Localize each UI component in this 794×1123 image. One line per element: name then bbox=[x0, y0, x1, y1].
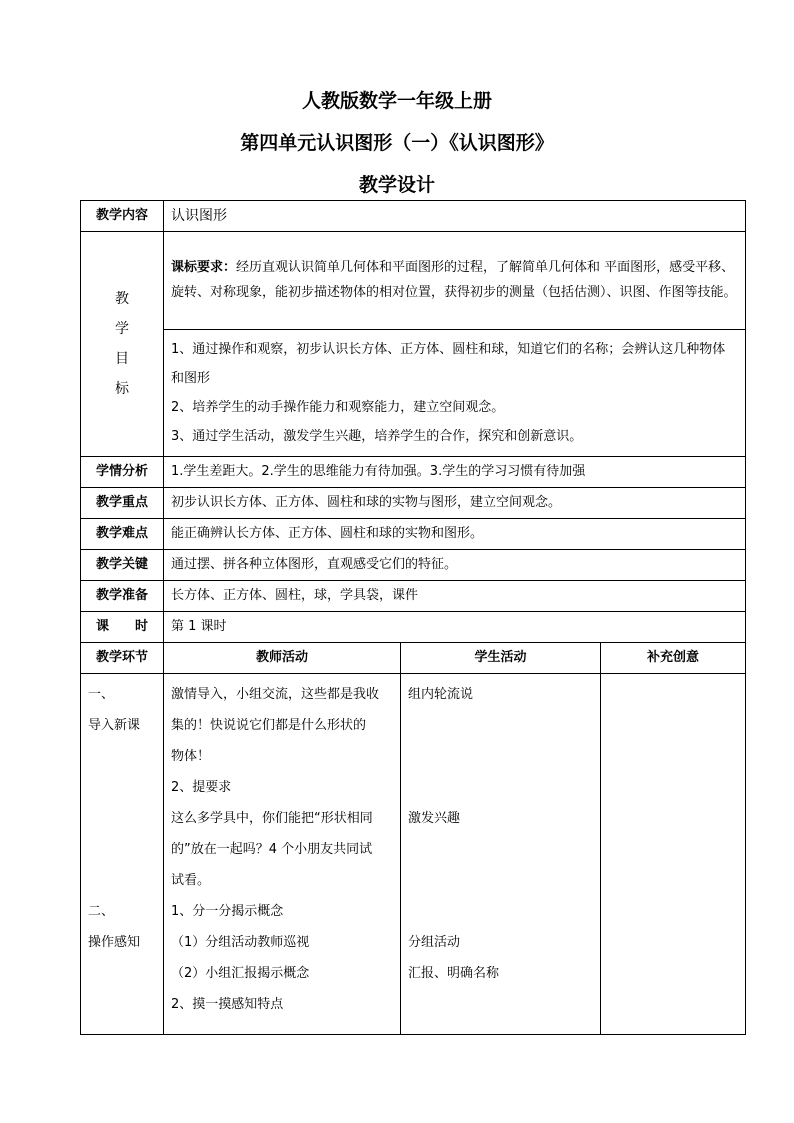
teacher-line: 2、摸一摸感知特点 bbox=[171, 997, 284, 1012]
activity-header-row bbox=[81, 643, 746, 674]
key-row bbox=[81, 550, 746, 581]
document-subtitle: 第四单元认识图形（一）《认识图形》 bbox=[240, 132, 554, 154]
goal-label-char: 教 bbox=[115, 291, 129, 307]
teacher-line: 的”放在一起吗？4 个小朋友共同试 bbox=[171, 842, 373, 857]
teacher-line: 集的！快说说它们都是什么形状的 bbox=[171, 718, 367, 733]
analysis-row bbox=[81, 457, 746, 488]
student-line: 激发兴趣 bbox=[408, 811, 461, 826]
key-point-row bbox=[81, 488, 746, 519]
standard-label: 课标要求： bbox=[171, 260, 237, 275]
goal-item: 3、通过学生活动，激发学生兴趣，培养学生的合作，探究和创新意识。 bbox=[171, 429, 583, 444]
row-value: 初步认识长方体、正方体、圆柱和球的实物与图形，建立空间观念。 bbox=[164, 488, 746, 519]
row-value: 长方体、正方体、圆柱，球，学具袋，课件 bbox=[164, 581, 746, 612]
content-label: 教学内容 bbox=[81, 201, 164, 232]
teacher-line: 激情导入，小组交流，这些都是我收 bbox=[171, 687, 380, 702]
row-value: 通过摆、拼各种立体图形，直观感受它们的特征。 bbox=[164, 550, 746, 581]
goal-label-char: 学 bbox=[115, 321, 129, 337]
row-label: 课 时 bbox=[81, 612, 164, 643]
row-label: 教学关键 bbox=[81, 550, 164, 581]
standard-text: 经历直观认识简单几何体和平面图形的过程，了解简单几何体和 平面图形，感受平移、旋转、对称现象，能初步描述物体的相对位置，获得初步的测量（包括估测）、识图、作图等技能。 bbox=[171, 260, 737, 300]
student-line: 分组活动 bbox=[408, 935, 461, 950]
goal-label-char: 目 bbox=[115, 351, 129, 367]
row-label: 教学准备 bbox=[81, 581, 164, 612]
student-line: 组内轮流说 bbox=[408, 687, 474, 702]
student-activity-cell bbox=[401, 674, 601, 1035]
header-extra: 补充创意 bbox=[601, 643, 746, 674]
row-value: 第 1 课时 bbox=[164, 612, 746, 643]
student-line: 汇报、明确名称 bbox=[408, 966, 500, 981]
goal-label-char: 标 bbox=[115, 381, 129, 397]
activity-row bbox=[81, 674, 746, 1035]
goal-item: 2、培养学生的动手操作能力和观察能力，建立空间观念。 bbox=[171, 400, 505, 415]
document-heading: 教学设计 bbox=[358, 174, 435, 196]
stage-cell bbox=[81, 674, 164, 1035]
stage-number: 二、 bbox=[88, 904, 115, 919]
teacher-line: （2）小组汇报揭示概念 bbox=[171, 966, 310, 981]
period-row bbox=[81, 612, 746, 643]
teacher-line: （1）分组活动教师巡视 bbox=[171, 935, 310, 950]
teacher-line: 试看。 bbox=[171, 873, 211, 888]
goal-label bbox=[81, 232, 164, 457]
stage-title: 操作感知 bbox=[88, 935, 141, 950]
teacher-line: 2、提要求 bbox=[171, 780, 232, 795]
goals-row bbox=[81, 330, 746, 457]
teacher-activity-cell bbox=[164, 674, 401, 1035]
difficulty-row bbox=[81, 519, 746, 550]
lesson-plan-table bbox=[80, 200, 746, 1035]
stage-number: 一、 bbox=[88, 687, 115, 702]
preparation-row bbox=[81, 581, 746, 612]
header-teacher: 教师活动 bbox=[164, 643, 401, 674]
row-label: 教学重点 bbox=[81, 488, 164, 519]
content-value: 认识图形 bbox=[164, 201, 746, 232]
row-value: 1.学生差距大。2.学生的思维能力有待加强。3.学生的学习习惯有待加强 bbox=[164, 457, 746, 488]
row-value: 能正确辨认长方体、正方体、圆柱和球的实物和图形。 bbox=[164, 519, 746, 550]
row-label: 教学难点 bbox=[81, 519, 164, 550]
goal-item: 1、通过操作和观察，初步认识长方体、正方体、圆柱和球，知道它们的名称；会辨认这几种物体和图形 bbox=[171, 342, 726, 386]
standard-row bbox=[81, 232, 746, 330]
header-stage: 教学环节 bbox=[81, 643, 164, 674]
stage-title: 导入新课 bbox=[88, 718, 141, 733]
teaching-goals bbox=[164, 330, 746, 457]
row-label: 学情分析 bbox=[81, 457, 164, 488]
curriculum-standard bbox=[164, 232, 746, 330]
teacher-line: 1、分一分揭示概念 bbox=[171, 904, 284, 919]
teacher-line: 这么多学具中，你们能把“形状相同 bbox=[171, 811, 373, 826]
extra-ideas-cell bbox=[601, 674, 746, 1035]
document-title: 人教版数学一年级上册 bbox=[301, 90, 492, 112]
header-student: 学生活动 bbox=[401, 643, 601, 674]
teacher-line: 物体！ bbox=[171, 749, 211, 764]
content-row bbox=[81, 201, 746, 232]
